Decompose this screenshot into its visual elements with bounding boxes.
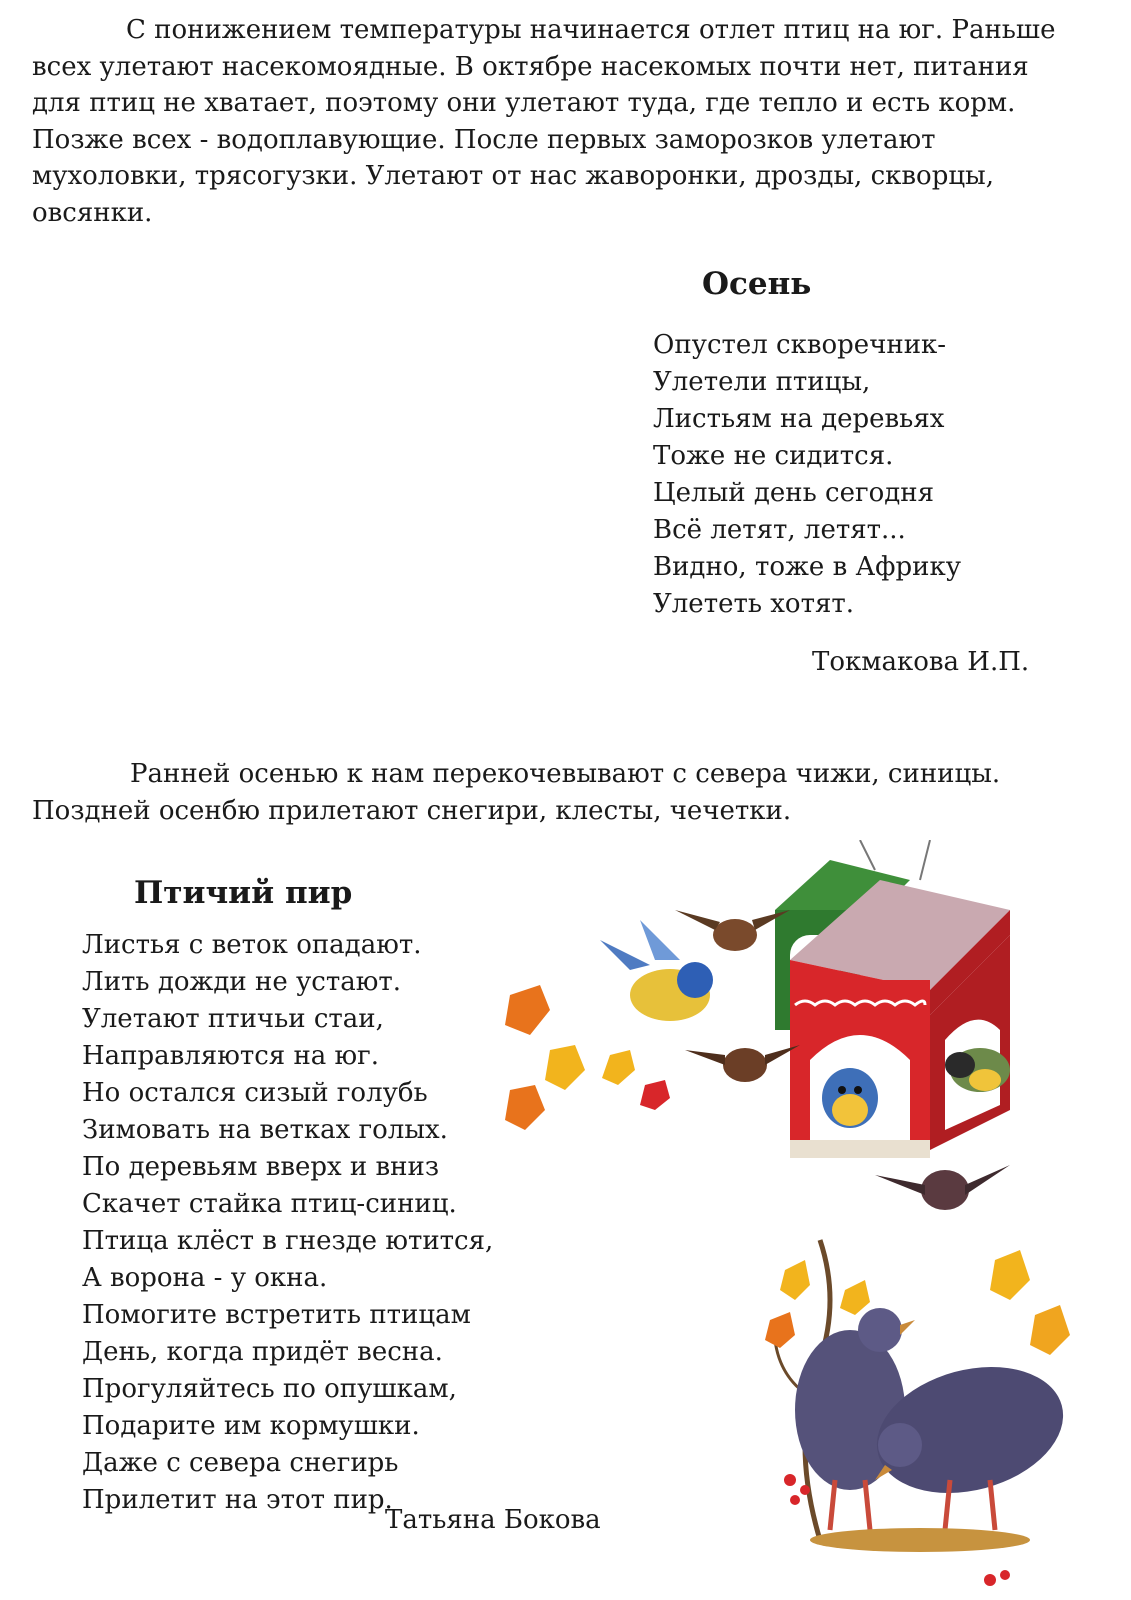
intro-line: мухоловки, трясогузки. Улетают от нас жаворонки, дрозды, скворцы,: [32, 161, 995, 191]
bird-bluetit-flying: [600, 920, 713, 1021]
bird-sparrow-mid: [685, 1045, 800, 1082]
poem-author-bokova: Татьяна Бокова: [385, 1505, 601, 1535]
poem-line: Птица клёст в гнезде ютится,: [82, 1226, 494, 1256]
poem-bird-feast-lines: [82, 927, 493, 1519]
bird-sparrow-lower: [875, 1165, 1010, 1210]
poem-line: Опустел скворечник-: [653, 330, 947, 360]
middle-line: Поздней осенбю прилетают снегири, клесты, чечетки.: [32, 795, 792, 826]
poem-line: Но остался сизый голубь: [82, 1078, 428, 1108]
poem-line: Улетели птицы,: [653, 367, 871, 397]
poem-line: Улетают птичьи стаи,: [82, 1004, 384, 1034]
middle-paragraph: [32, 756, 1000, 829]
poem-line: Всё летят, летят...: [653, 515, 906, 545]
poem-line: По деревьям вверх и вниз: [82, 1152, 440, 1182]
poem-line: Улететь хотят.: [653, 589, 855, 619]
poem-line: Лить дожди не устают.: [82, 967, 402, 997]
poem-line: Направляются на юг.: [82, 1041, 380, 1071]
intro-line: С понижением температуры начинается отлет птиц на юг. Раньше: [126, 15, 1056, 45]
poem-line: Видно, тоже в Африку: [653, 552, 962, 582]
poem-line: Скачет стайка птиц-синиц.: [82, 1189, 457, 1219]
autumn-girl-illustration: [30, 240, 590, 735]
intro-line: всех улетают насекомоядные. В октябре насекомых почти нет, питания: [32, 51, 1029, 82]
bird-sparrow-top: [675, 910, 790, 951]
poem-line: Прилетит на этот пир.: [82, 1485, 393, 1515]
poem-line: Подарите им кормушки.: [82, 1411, 420, 1441]
poem-line: А ворона - у окна.: [82, 1263, 328, 1293]
poem-line: Прогуляйтесь по опушкам,: [82, 1374, 457, 1404]
poem-line: Целый день сегодня: [653, 478, 934, 508]
bird-titmouse-inside: [822, 1068, 878, 1128]
poem-line: Листьям на деревьях: [653, 404, 945, 434]
bird-feeder-illustration: [490, 840, 1115, 1600]
intro-line: для птиц не хватает, поэтому они улетают туда, где тепло и есть корм.: [32, 88, 1016, 118]
poem-line: Помогите встретить птицам: [82, 1300, 471, 1330]
poem-title-autumn: Осень: [702, 266, 812, 302]
poem-line: Зимовать на ветках голых.: [82, 1115, 448, 1145]
intro-line: Позже всех - водоплавующие. После первых заморозков улетают: [32, 124, 936, 155]
middle-line: Ранней осенью к нам перекочевывают с севера чижи, синицы.: [130, 759, 1001, 789]
intro-line: овсянки.: [32, 197, 153, 228]
poem-line: Листья с веток опадают.: [82, 930, 422, 960]
poem-title-bird-feast: Птичий пир: [134, 875, 353, 911]
poem-line: День, когда придёт весна.: [82, 1337, 443, 1367]
poem-autumn-lines: [653, 327, 961, 623]
poem-line: Даже с севера снегирь: [82, 1448, 399, 1478]
poem-author-tokmakova: Токмакова И.П.: [812, 647, 1030, 677]
intro-paragraph: [32, 12, 1056, 231]
poem-line: Тоже не сидится.: [653, 441, 894, 471]
